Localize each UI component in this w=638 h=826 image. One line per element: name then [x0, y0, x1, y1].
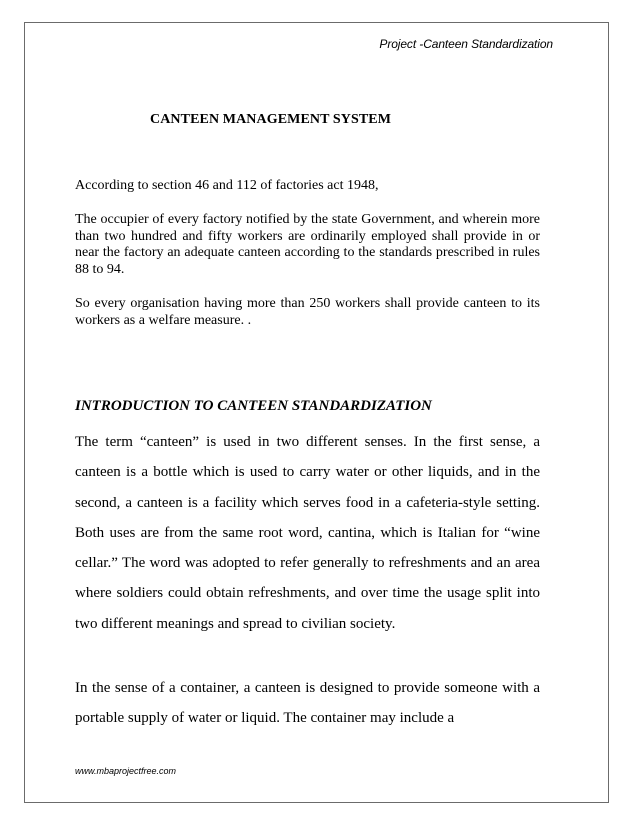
document-title: CANTEEN MANAGEMENT SYSTEM [150, 112, 392, 127]
occupier-paragraph: The occupier of every factory notified by the state Government, and wherein more than two hundred and fifty workers are ordinarily employed shall provide in or near the factory an adequate canteen according to the standards prescribed in rules 88 to 94. [75, 212, 540, 277]
footer-website: www.mbaprojectfree.com [75, 766, 177, 776]
running-header: Project -Canteen Standardization [379, 37, 553, 51]
section-heading: INTRODUCTION TO CANTEEN STANDARDIZATION [75, 398, 432, 414]
intro-paragraph: According to section 46 and 112 of factories act 1948, [75, 178, 379, 193]
container-paragraph: In the sense of a container, a canteen is designed to provide someone with a portable supply of water or liquid. The container may include a [75, 680, 540, 727]
canteen-senses-paragraph: The term “canteen” is used in two different senses. In the first sense, a canteen is a bottle which is used to carry water or other liquids, and in the second, a canteen is a facility which serves food in a cafeteria-style setting. Both uses are from the same root word, cantina, which is Italian for “wine cellar.” The word was adopted to refer generally to refreshments and an area where soldiers could obtain refreshments, and over time the usage split into two different meanings and spread to civilian society. [75, 434, 540, 632]
organisation-paragraph: So every organisation having more than 250 workers shall provide canteen to its workers as a welfare measure. . [75, 296, 540, 328]
